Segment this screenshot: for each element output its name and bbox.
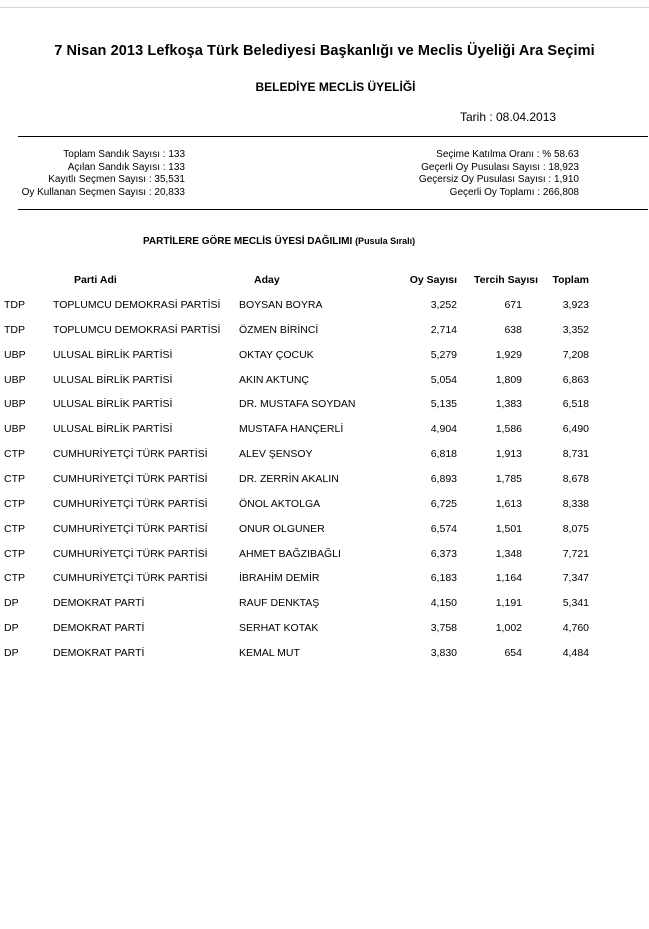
- party-name: DEMOKRAT PARTİ: [53, 597, 145, 610]
- party-name: TOPLUMCU DEMOKRASİ PARTİSİ: [53, 323, 221, 336]
- party-code: CTP: [4, 522, 25, 535]
- vote-count: 2,714: [430, 323, 457, 336]
- summary-voters-cast: Oy Kullanan Seçmen Sayısı : 20,833: [21, 186, 185, 198]
- summary-total-boxes: Toplam Sandık Sayısı : 133: [63, 149, 185, 160]
- total-count: 8,338: [562, 497, 589, 510]
- header-aday: Aday: [254, 274, 280, 286]
- table-row: [0, 647, 649, 667]
- candidate-name: DR. MUSTAFA SOYDAN: [239, 398, 356, 411]
- summary-valid-ballots: Geçerli Oy Pusulası Sayısı : 18,923: [421, 161, 579, 173]
- candidate-name: OKTAY ÇOCUK: [239, 348, 314, 361]
- total-count: 7,347: [562, 572, 589, 585]
- preference-count: 1,164: [495, 572, 522, 585]
- party-name: CUMHURİYETÇİ TÜRK PARTİSİ: [53, 448, 208, 461]
- vote-count: 3,830: [430, 646, 457, 659]
- party-code: UBP: [4, 348, 26, 361]
- section-subtitle: (Pusula Sıralı): [355, 236, 416, 246]
- candidate-name: AKIN AKTUNÇ: [239, 373, 310, 386]
- preference-count: 1,809: [495, 373, 522, 386]
- total-count: 6,863: [562, 373, 589, 386]
- vote-count: 4,904: [430, 423, 457, 436]
- preference-count: 1,002: [495, 622, 522, 635]
- party-name: ULUSAL BİRLİK PARTİSİ: [53, 398, 173, 411]
- party-code: CTP: [4, 472, 25, 485]
- party-name: ULUSAL BİRLİK PARTİSİ: [53, 423, 173, 436]
- preference-count: 1,613: [495, 497, 522, 510]
- table-row: [0, 423, 649, 443]
- preference-count: 1,383: [495, 398, 522, 411]
- party-code: DP: [4, 597, 19, 610]
- candidate-name: İBRAHİM DEMİR: [239, 572, 320, 585]
- vote-count: 6,183: [430, 572, 457, 585]
- vote-count: 6,893: [430, 472, 457, 485]
- preference-count: 1,191: [495, 597, 522, 610]
- total-count: 8,075: [562, 522, 589, 535]
- total-count: 4,484: [562, 646, 589, 659]
- table-row: [0, 349, 649, 369]
- report-date: Tarih : 08.04.2013: [460, 110, 557, 124]
- candidate-name: MUSTAFA HANÇERLİ: [239, 423, 344, 436]
- table-row: [0, 548, 649, 568]
- section-title: PARTİLERE GÖRE MECLİS ÜYESİ DAĞILIMI: [143, 236, 353, 247]
- vote-count: 4,150: [430, 597, 457, 610]
- party-code: DP: [4, 622, 19, 635]
- document-subtitle: BELEDİYE MECLİS ÜYELİĞİ: [255, 80, 416, 94]
- preference-count: 638: [504, 323, 522, 336]
- preference-count: 1,348: [495, 547, 522, 560]
- total-count: 5,341: [562, 597, 589, 610]
- vote-count: 6,373: [430, 547, 457, 560]
- table-row: [0, 299, 649, 319]
- total-count: 8,731: [562, 448, 589, 461]
- candidate-name: AHMET BAĞZIBAĞLI: [239, 547, 341, 560]
- table-row: [0, 597, 649, 617]
- vote-count: 5,054: [430, 373, 457, 386]
- total-count: 6,518: [562, 398, 589, 411]
- preference-count: 1,929: [495, 348, 522, 361]
- party-code: CTP: [4, 448, 25, 461]
- party-name: CUMHURİYETÇİ TÜRK PARTİSİ: [53, 572, 208, 585]
- summary-bottom-rule: [18, 209, 648, 210]
- party-name: CUMHURİYETÇİ TÜRK PARTİSİ: [53, 522, 208, 535]
- party-code: TDP: [4, 323, 25, 336]
- preference-count: 1,785: [495, 472, 522, 485]
- candidate-name: ALEV ŞENSOY: [239, 448, 313, 461]
- total-count: 7,721: [562, 547, 589, 560]
- candidate-name: ÖNOL AKTOLGA: [239, 497, 321, 510]
- table-row: [0, 324, 649, 344]
- party-code: CTP: [4, 572, 25, 585]
- header-oy-sayisi: Oy Sayısı: [409, 274, 457, 286]
- table-row: [0, 572, 649, 592]
- summary-valid-vote-total: Geçerli Oy Toplamı : 266,808: [449, 186, 579, 198]
- preference-count: 1,586: [495, 423, 522, 436]
- summary-right: [419, 149, 579, 199]
- candidate-name: ÖZMEN BİRİNCİ: [239, 323, 319, 336]
- table-row: [0, 498, 649, 518]
- party-name: ULUSAL BİRLİK PARTİSİ: [53, 373, 173, 386]
- summary-registered-voters: Kayıtlı Seçmen Sayısı : 35,531: [48, 174, 185, 186]
- table-row: [0, 374, 649, 394]
- table-row: [0, 398, 649, 418]
- party-name: DEMOKRAT PARTİ: [53, 622, 145, 635]
- candidate-name: ONUR OLGUNER: [239, 522, 325, 535]
- total-count: 7,208: [562, 348, 589, 361]
- summary-turnout: Seçime Katılma Oranı : % 58.63: [436, 149, 579, 160]
- header-toplam: Toplam: [552, 274, 589, 286]
- party-code: CTP: [4, 547, 25, 560]
- header-parti: Parti Adi: [74, 274, 117, 286]
- vote-count: 6,818: [430, 448, 457, 461]
- preference-count: 1,501: [495, 522, 522, 535]
- party-name: CUMHURİYETÇİ TÜRK PARTİSİ: [53, 547, 208, 560]
- party-name: CUMHURİYETÇİ TÜRK PARTİSİ: [53, 472, 208, 485]
- vote-count: 3,758: [430, 622, 457, 635]
- total-count: 4,760: [562, 622, 589, 635]
- candidate-name: SERHAT KOTAK: [239, 622, 319, 635]
- vote-count: 5,135: [430, 398, 457, 411]
- preference-count: 671: [504, 299, 522, 311]
- total-count: 8,678: [562, 472, 589, 485]
- preference-count: 1,913: [495, 448, 522, 461]
- party-code: TDP: [4, 299, 25, 311]
- section-heading: [143, 236, 415, 247]
- total-count: 3,352: [562, 323, 589, 336]
- document-title: 7 Nisan 2013 Lefkoşa Türk Belediyesi Başkanlığı ve Meclis Üyeliği Ara Seçimi: [54, 43, 595, 59]
- top-divider: [0, 7, 649, 8]
- party-name: TOPLUMCU DEMOKRASİ PARTİSİ: [53, 299, 221, 311]
- party-code: UBP: [4, 423, 26, 436]
- vote-count: 6,725: [430, 497, 457, 510]
- header-tercih-sayisi: Tercih Sayısı: [473, 274, 538, 286]
- preference-count: 654: [504, 646, 522, 659]
- summary-invalid-ballots: Geçersiz Oy Pusulası Sayısı : 1,910: [418, 174, 579, 186]
- total-count: 6,490: [562, 423, 589, 436]
- party-name: DEMOKRAT PARTİ: [53, 646, 145, 659]
- table-row: [0, 523, 649, 543]
- table-row: [0, 448, 649, 468]
- total-count: 3,923: [562, 299, 589, 311]
- summary-left: [22, 149, 185, 199]
- candidate-name: DR. ZERRİN AKALIN: [239, 472, 339, 485]
- party-code: UBP: [4, 373, 26, 386]
- party-name: ULUSAL BİRLİK PARTİSİ: [53, 348, 173, 361]
- party-code: DP: [4, 646, 19, 659]
- vote-count: 3,252: [430, 299, 457, 311]
- vote-count: 6,574: [430, 522, 457, 535]
- party-name: CUMHURİYETÇİ TÜRK PARTİSİ: [53, 497, 208, 510]
- candidate-name: BOYSAN BOYRA: [239, 299, 323, 311]
- table-row: [0, 622, 649, 642]
- party-code: CTP: [4, 497, 25, 510]
- summary-top-rule: [18, 136, 648, 137]
- table-row: [0, 473, 649, 493]
- candidate-name: RAUF DENKTAŞ: [239, 597, 320, 610]
- summary-opened-boxes: Açılan Sandık Sayısı : 133: [67, 161, 185, 173]
- vote-count: 5,279: [430, 348, 457, 361]
- party-code: UBP: [4, 398, 26, 411]
- candidate-name: KEMAL MUT: [239, 646, 300, 659]
